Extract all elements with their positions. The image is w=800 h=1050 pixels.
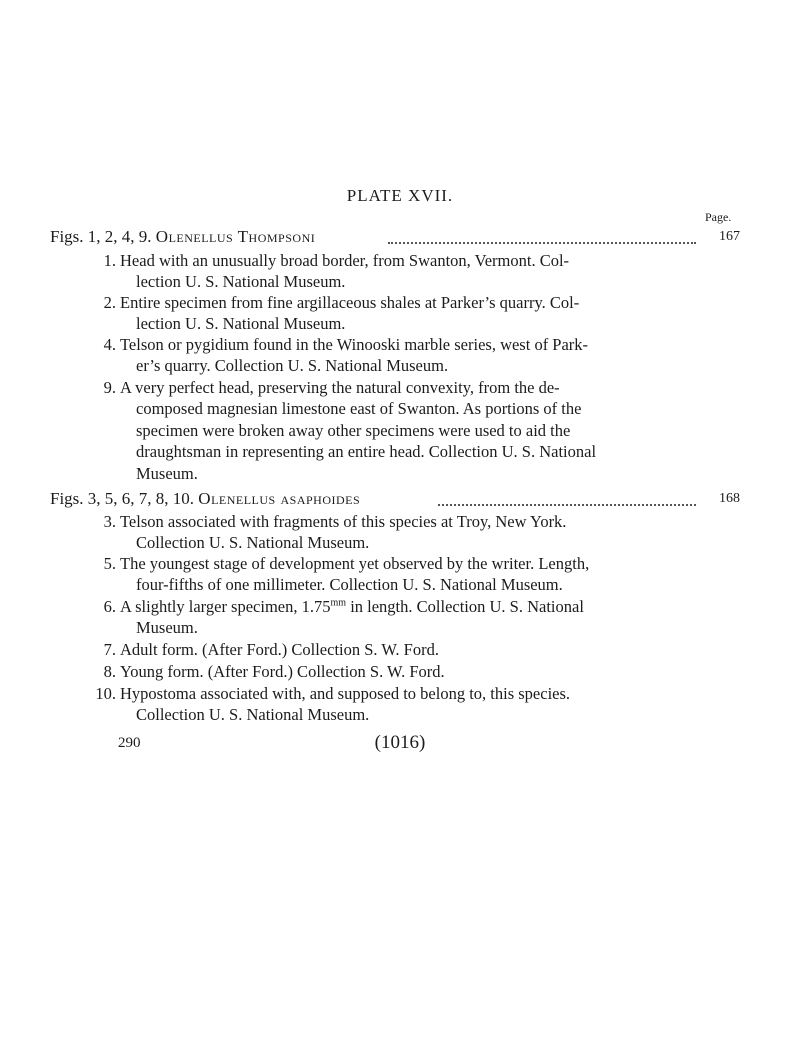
page-number: 290 (118, 735, 141, 751)
figure-description (120, 639, 697, 660)
description-line: Collection U. S. National Museum. (136, 705, 370, 725)
figure-number: 9. (103, 378, 116, 397)
figure-entry (82, 683, 697, 726)
figure-description (120, 377, 697, 484)
description-line: Young form. (After Ford.) Collection S. W. Ford. (120, 662, 445, 681)
figure-number: 1. (103, 251, 116, 270)
description-line: Collection U. S. National Museum. (136, 533, 370, 553)
description-line: Museum. (136, 463, 198, 483)
figure-entry (82, 596, 697, 639)
description-line: Entire specimen from fine argillaceous shales at Parker’s quarry. Col- (120, 293, 580, 312)
figs-label: Figs. 3, 5, 6, 7, 8, 10. (50, 489, 195, 508)
description-line: Telson associated with fragments of this species at Troy, New York. (120, 512, 567, 531)
description-fragment: in length. Collection U. S. National (346, 597, 584, 616)
figure-entry (82, 661, 697, 682)
dot-leader (388, 220, 696, 244)
page-column-label: Page. (705, 210, 732, 224)
figure-number: 5. (103, 554, 116, 573)
description-line: Telson or pygidium found in the Winooski marble series, west of Park- (120, 335, 589, 354)
description-line: er’s quarry. Collection U. S. National Museum. (136, 356, 449, 376)
figure-number: 7. (103, 640, 116, 659)
figure-number: 4. (103, 335, 116, 354)
description-line: Museum. (136, 618, 198, 638)
figure-group-heading (50, 226, 740, 248)
dot-leader (438, 482, 696, 506)
description-line: four-fifths of one millimeter. Collection U. S. National Museum. (136, 575, 563, 595)
figure-description (120, 596, 697, 639)
figure-number: 2. (103, 293, 116, 312)
figure-entry (82, 553, 697, 596)
plate-title: PLATE XVII. (346, 186, 454, 205)
figure-description (120, 250, 697, 293)
species-name: Olenellus asaphoides (198, 489, 361, 508)
figure-description (120, 334, 697, 377)
description-line: composed magnesian limestone east of Swanton. As portions of the (136, 399, 582, 419)
description-line: lection U. S. National Museum. (136, 272, 346, 292)
figure-group-heading (50, 488, 740, 510)
page-reference: 167 (719, 229, 740, 244)
description-line: Adult form. (After Ford.) Collection S. W. Ford. (120, 640, 439, 659)
figs-label: Figs. 1, 2, 4, 9. (50, 227, 152, 246)
figure-number: 3. (103, 512, 116, 531)
figure-number: 6. (103, 597, 116, 616)
description-fragment: A slightly larger specimen, 1.75 (120, 597, 331, 616)
unit-superscript: mm (330, 597, 347, 609)
figure-description (120, 661, 697, 682)
figure-description (120, 511, 697, 554)
figure-number: 10. (95, 684, 116, 703)
description-line: lection U. S. National Museum. (136, 314, 346, 334)
description-line: draughtsman in representing an entire head. Collection U. S. National (136, 442, 597, 462)
description-line (120, 597, 584, 616)
figure-entry (82, 250, 697, 293)
species-name: Olenellus Thompsoni (155, 227, 316, 246)
description-line: Hypostoma associated with, and supposed to belong to, this species. (120, 684, 571, 703)
figure-entry (82, 334, 697, 377)
figure-entry (82, 639, 697, 660)
figure-entry (82, 292, 697, 335)
description-line: Head with an unusually broad border, from Swanton, Vermont. Col- (120, 251, 570, 270)
figure-description (120, 553, 697, 596)
volume-page-number: (1016) (374, 732, 426, 753)
figure-entry (82, 511, 697, 554)
figure-entry (82, 377, 697, 484)
description-line: specimen were broken away other specimens were used to aid the (136, 420, 571, 440)
figure-description (120, 683, 697, 726)
page-reference: 168 (719, 491, 740, 506)
description-line: A very perfect head, preserving the natural convexity, from the de- (120, 378, 560, 397)
figure-description (120, 292, 697, 335)
description-line: The youngest stage of development yet observed by the writer. Length, (120, 554, 590, 573)
figure-number: 8. (103, 662, 116, 681)
